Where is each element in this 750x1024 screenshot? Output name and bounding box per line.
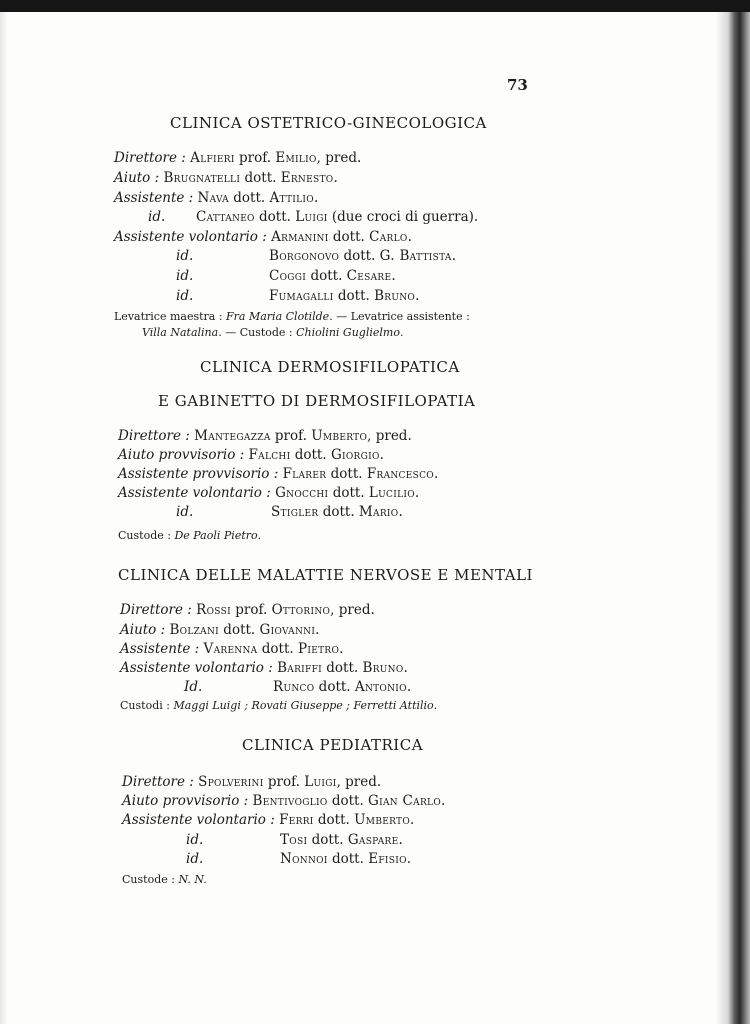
scan-left-edge	[0, 12, 8, 1024]
scan-top-border	[0, 0, 750, 12]
entry-row: Assistente : Nava dott. Attilio.	[114, 190, 319, 206]
entry-row: Direttore : Rossi prof. Ottorino, pred.	[120, 602, 375, 618]
section-footer: Custode : De Paoli Pietro.	[118, 529, 262, 542]
entry-row: Assistente volontario : Armanini dott. Carlo.	[114, 229, 412, 245]
section-footer: Villa Natalina. — Custode : Chiolini Guglielmo.	[142, 326, 404, 339]
entry-row: Direttore : Mantegazza prof. Umberto, pred.	[118, 428, 412, 444]
entry-row: id.	[186, 851, 204, 867]
entry-row-detail: Stigler dott. Mario.	[271, 504, 403, 520]
section-title-dermosifilopatica: CLINICA DERMOSIFILOPATICA	[200, 358, 460, 376]
entry-row: Assistente volontario : Bariffi dott. Bruno.	[120, 660, 408, 676]
section-title-nervose-mentali: CLINICA DELLE MALATTIE NERVOSE E MENTALI	[118, 566, 533, 584]
section-footer: Custode : N. N.	[122, 873, 207, 886]
entry-row: id.	[148, 209, 166, 225]
page-number: 73	[507, 76, 528, 94]
entry-row-detail: Fumagalli dott. Bruno.	[269, 288, 420, 304]
entry-row-detail: Nonnoi dott. Efisio.	[280, 851, 412, 867]
entry-row: Assistente volontario : Gnocchi dott. Lucilio.	[118, 485, 420, 501]
entry-row: Aiuto provvisorio : Falchi dott. Giorgio.	[118, 447, 384, 463]
entry-row: Assistente : Varenna dott. Pietro.	[120, 641, 344, 657]
entry-row-detail: Runco dott. Antonio.	[273, 679, 412, 695]
entry-row-detail: Tosi dott. Gaspare.	[280, 832, 403, 848]
entry-row-detail: Cattaneo dott. Luigi (due croci di guerra).	[196, 209, 479, 225]
entry-row: id.	[176, 504, 194, 520]
entry-row: Aiuto : Bolzani dott. Giovanni.	[120, 622, 320, 638]
section-subtitle-gabinetto: E GABINETTO DI DERMOSIFILOPATIA	[158, 392, 476, 410]
entry-row: Assistente provvisorio : Flarer dott. Francesco.	[118, 466, 439, 482]
section-footer: Custodi : Maggi Luigi ; Rovati Giuseppe ; Ferretti Attilio.	[120, 699, 438, 712]
entry-row: id.	[176, 248, 194, 264]
entry-row: id.	[176, 288, 194, 304]
entry-row: Aiuto : Brugnatelli dott. Ernesto.	[114, 170, 338, 186]
section-footer: Levatrice maestra : Fra Maria Clotilde. — Levatrice assistente :	[114, 310, 470, 323]
entry-row: id.	[186, 832, 204, 848]
entry-row-detail: Borgonovo dott. G. Battista.	[269, 248, 456, 264]
entry-row: Aiuto provvisorio : Bentivoglio dott. Gian Carlo.	[122, 793, 446, 809]
scan-right-edge	[716, 12, 750, 1024]
entry-row: Direttore : Spolverini prof. Luigi, pred.	[122, 774, 382, 790]
entry-row: Direttore : Alfieri prof. Emilio, pred.	[114, 150, 362, 166]
entry-row-detail: Coggi dott. Cesare.	[269, 268, 396, 284]
section-title-pediatrica: CLINICA PEDIATRICA	[242, 736, 424, 754]
entry-row: Assistente volontario : Ferri dott. Umberto.	[122, 812, 415, 828]
entry-row: id.	[176, 268, 194, 284]
section-title-ostetrico: CLINICA OSTETRICO-GINECOLOGICA	[170, 114, 487, 132]
entry-row: Id.	[184, 679, 203, 695]
